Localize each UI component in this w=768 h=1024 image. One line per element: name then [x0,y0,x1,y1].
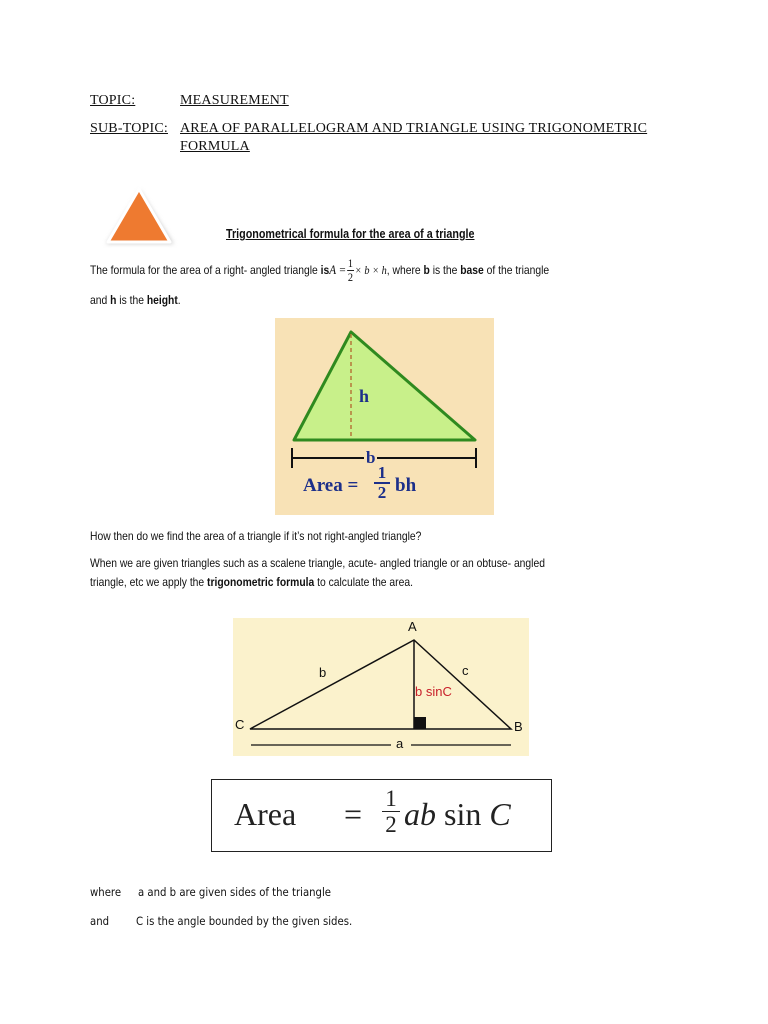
para1-text1: The formula for the area of a right- angled triangle [90,263,321,277]
and-text: C is the angle bounded by the given sides. [136,914,353,928]
and-label: and [90,914,110,928]
figure-general-triangle [233,618,529,756]
question-text: How then do we find the area of a triangle if it’s not right-angled triangle? [90,529,422,543]
side-a: a [396,736,404,751]
general-triangle-diagram [233,618,529,756]
area-fraction: 1 2 [374,464,390,502]
para1-is: is [320,263,330,277]
topic-value: MEASUREMENT [180,93,289,108]
topic-label: TOPIC: [90,93,136,108]
label-b: b [366,448,376,467]
paragraph-trig-line2: triangle, etc we apply the trigonometric formula to calculate the area. [90,575,413,589]
where-text: a and b are given sides of the triangle [138,885,332,899]
formula-lhs: A = [329,262,347,277]
area-label: Area = [303,475,359,496]
b-sinc-label: b sinC [415,684,452,699]
formula-equals: = [344,796,363,832]
side-c: c [462,663,469,678]
section-heading: Trigonometrical formula for the area of a triangle [226,227,475,241]
vertex-B: B [514,719,523,734]
label-h: h [359,386,370,406]
formula-area: Area [234,796,297,832]
paragraph-formula: The formula for the area of a right- angled triangle isA = $\frac{1}{2}$ × b × h, where b is the base of the triangle [90,256,550,285]
figure-area-bh [275,318,494,515]
formula-box [211,779,552,852]
formula-fraction: $\frac{1}{2}$ [347,256,354,285]
vertex-C: C [235,717,245,732]
orange-triangle-icon [102,184,178,248]
subtopic-line1: AREA OF PARALLELOGRAM AND TRIANGLE USING TRIGONOMETRIC [180,121,648,136]
subtopic-line2: FORMULA [180,139,250,154]
vertex-A: A [408,619,417,634]
formula-fraction-half: 1 2 [382,786,400,837]
formula-rest: ab sin C [404,796,511,832]
side-b: b [319,665,327,680]
subtopic-label: SUB-TOPIC: [90,121,168,136]
formula-rhs: × b × h [354,263,387,277]
where-label: where [90,885,122,899]
bh-label: bh [395,475,417,496]
paragraph-trig-line1: When we are given triangles such as a scalene triangle, acute- angled triangle or an obtuse- angled [90,556,545,570]
paragraph-formula-line2: and h is the height. [90,293,181,307]
